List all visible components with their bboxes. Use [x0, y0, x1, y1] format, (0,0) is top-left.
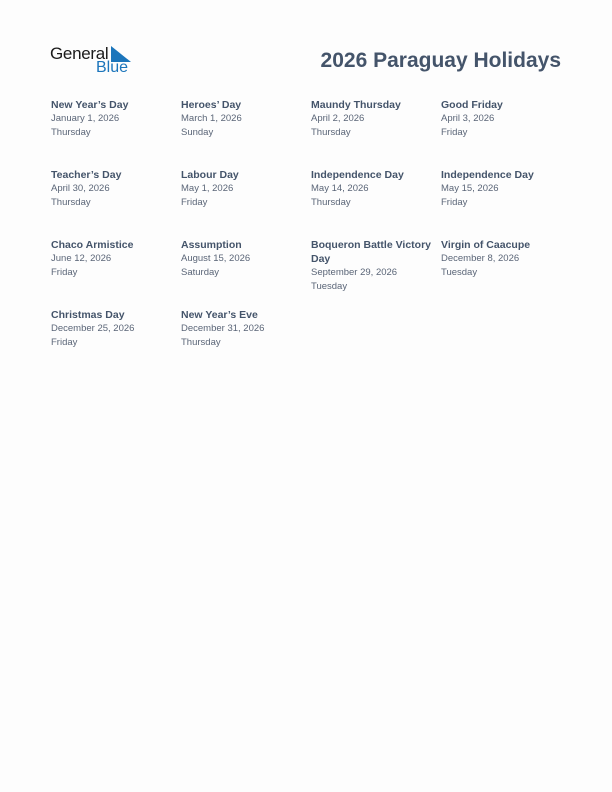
holiday-weekday: Friday	[441, 196, 468, 208]
holiday-date: December 8, 2026	[441, 253, 520, 264]
holiday-name: New Year’s Day	[51, 99, 129, 111]
holiday-entry	[311, 98, 435, 140]
holiday-name: Independence Day	[441, 169, 534, 181]
holiday-entry	[441, 98, 565, 140]
holiday-weekday: Friday	[51, 266, 78, 278]
holiday-name: Virgin of Caacupe	[441, 239, 531, 251]
holiday-entry	[181, 168, 305, 210]
holiday-entry	[51, 168, 175, 210]
holiday-date: April 2, 2026	[311, 113, 365, 124]
holiday-weekday: Thursday	[181, 336, 221, 348]
holiday-weekday: Tuesday	[441, 266, 478, 278]
holiday-date: December 25, 2026	[51, 323, 135, 334]
holiday-weekday: Saturday	[181, 266, 220, 278]
holiday-date: December 31, 2026	[181, 323, 265, 334]
holiday-name: Christmas Day	[51, 309, 125, 321]
holiday-name: Teacher’s Day	[51, 169, 122, 181]
holiday-name: Maundy Thursday	[311, 99, 401, 111]
holiday-entry	[441, 168, 565, 210]
holiday-entry	[51, 308, 175, 350]
holiday-entry	[181, 98, 305, 140]
holiday-weekday: Friday	[181, 196, 208, 208]
holiday-weekday: Thursday	[311, 196, 351, 208]
holiday-name: Assumption	[181, 239, 242, 251]
holiday-weekday: Thursday	[51, 196, 91, 208]
page-title: 2026 Paraguay Holidays	[320, 49, 561, 72]
holiday-date: April 30, 2026	[51, 183, 110, 194]
holiday-weekday: Thursday	[51, 126, 91, 138]
holiday-date: May 15, 2026	[441, 183, 499, 194]
holiday-entry	[51, 238, 175, 280]
holiday-entry	[311, 238, 435, 294]
holiday-date: January 1, 2026	[51, 113, 120, 124]
holiday-entry	[181, 308, 305, 350]
holiday-date: April 3, 2026	[441, 113, 495, 124]
holiday-name: Heroes’ Day	[181, 99, 242, 111]
logo-text-blue: Blue	[96, 59, 129, 76]
holiday-date: September 29, 2026	[311, 267, 398, 278]
holiday-name: Labour Day	[181, 169, 239, 181]
holiday-entry	[181, 238, 305, 280]
holiday-name: Good Friday	[441, 99, 503, 111]
holiday-weekday: Friday	[51, 336, 78, 348]
holiday-name: Independence Day	[311, 169, 404, 181]
holiday-name: Chaco Armistice	[51, 239, 134, 251]
holiday-weekday: Friday	[441, 126, 468, 138]
holiday-weekday: Tuesday	[311, 280, 348, 292]
holiday-entry	[441, 238, 565, 280]
holiday-entry	[311, 168, 435, 210]
holiday-date: May 1, 2026	[181, 183, 234, 194]
logo-text-general: General	[50, 44, 109, 63]
holiday-date: June 12, 2026	[51, 253, 112, 264]
holiday-date: May 14, 2026	[311, 183, 369, 194]
holiday-date: March 1, 2026	[181, 113, 242, 124]
logo	[50, 44, 134, 78]
holiday-weekday: Sunday	[181, 126, 214, 138]
holiday-name: New Year’s Eve	[181, 309, 258, 321]
holiday-weekday: Thursday	[311, 126, 351, 138]
holiday-entry	[51, 98, 175, 140]
holiday-name: Boqueron Battle Victory Day	[311, 239, 431, 265]
holiday-date: August 15, 2026	[181, 253, 251, 264]
